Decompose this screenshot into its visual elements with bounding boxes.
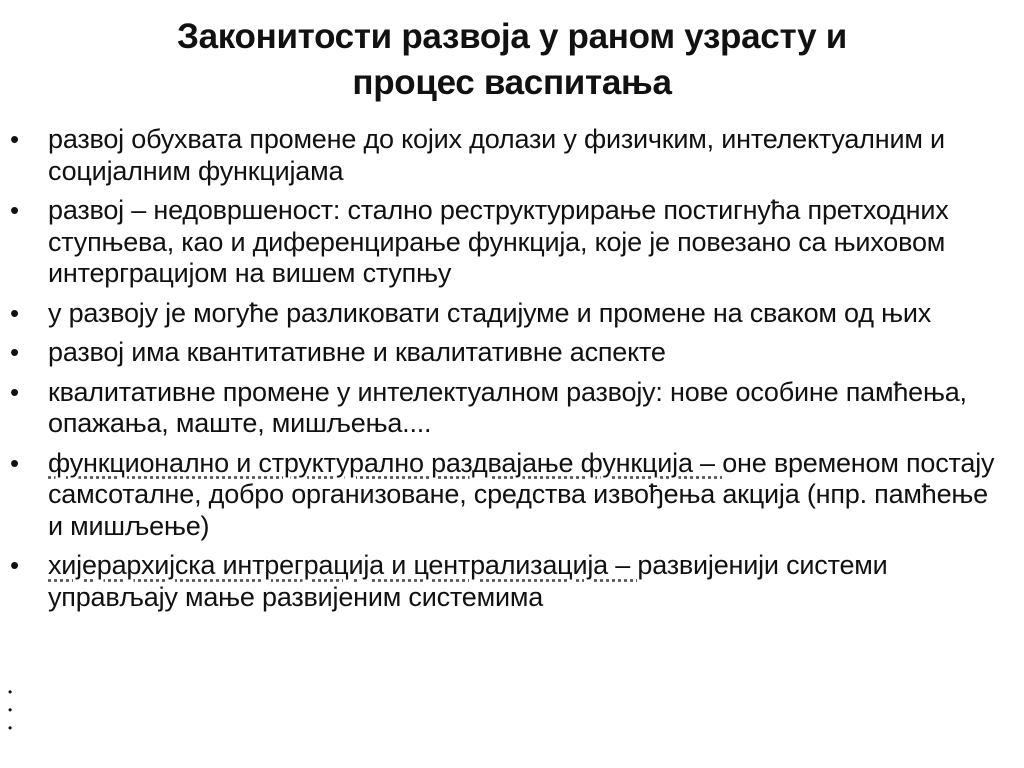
- empty-bullet-icon: •: [8, 703, 13, 717]
- title-line-1: Законитости развоја у раном узрасту и: [177, 17, 847, 56]
- slide-title: [60, 14, 964, 106]
- bullet-icon: •: [10, 550, 19, 580]
- bullet-text: оне временом постају самсоталне, добро организоване, средства извођења акција (нпр. памћење и мишљење): [48, 447, 995, 541]
- bullet-item: [0, 337, 1024, 369]
- bullet-text: у развоју је могуће разликовати стадијуме и промене на сваком од њих: [48, 297, 932, 328]
- bullet-icon: •: [10, 124, 19, 154]
- bullet-icon: •: [10, 195, 19, 225]
- bullet-icon: •: [10, 376, 19, 407]
- bullet-text: квалитативне промене у интелектуалном развоју: нове особине памћења, опажања, маште, мишљења....: [48, 376, 967, 438]
- bullet-item: [0, 550, 1024, 613]
- bullet-text: развој обухвата промене до којих долази у физичким, интелектуалним и социјалним функцијама: [48, 124, 945, 186]
- bullet-item: [0, 298, 1024, 330]
- bullet-list: [0, 124, 1024, 621]
- bullet-underlined-term: функционално и структурално раздвајање функција –: [48, 447, 723, 478]
- bullet-item: [0, 377, 1024, 440]
- bullet-text: развијенији системи управљају мање развијеним системима: [48, 550, 888, 612]
- bullet-text: развој има квантитативне и квалитативне аспекте: [48, 337, 666, 367]
- empty-bullets: [8, 683, 18, 737]
- bullet-text: развој – недовршеност: стално реструктурирање постигнућа претходних ступњева, као и диференцирање функција, које је повезано са њиховом интерграцијом на вишем ступњу: [48, 195, 949, 288]
- empty-bullet-icon: •: [8, 685, 13, 699]
- bullet-icon: •: [10, 337, 19, 367]
- empty-bullet-icon: •: [8, 721, 13, 735]
- bullet-item: [0, 448, 1024, 543]
- title-line-2: процес васпитања: [352, 63, 672, 102]
- bullet-underlined-term: хијерархијска интрeграција и централизација –: [48, 550, 638, 580]
- bullet-item: [0, 124, 1024, 187]
- bullet-item: [0, 195, 1024, 290]
- bullet-icon: •: [10, 297, 19, 328]
- bullet-icon: •: [10, 447, 19, 478]
